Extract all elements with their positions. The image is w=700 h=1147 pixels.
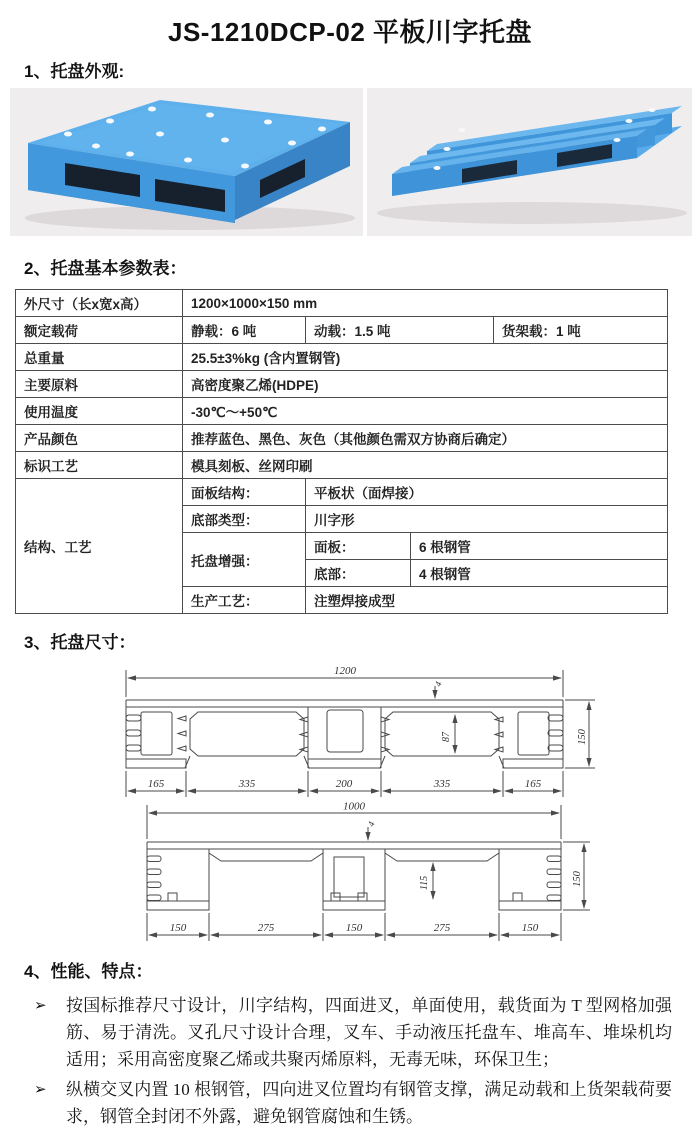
section-heading-features: 4、性能、特点： [24,962,153,981]
table-row [16,344,668,371]
outer-size-label: 外尺寸（长x宽x高） [16,290,183,317]
color-value: 推荐蓝色、黑色、灰色（其他颜色需双方协商后确定） [183,425,668,452]
total-weight-label: 总重量 [16,344,183,371]
dim-front-b1: 335 [238,778,256,790]
features-list [34,992,672,1130]
dim-side-b0: 150 [169,922,187,934]
arrow-bullet-icon: ➢ [34,998,47,1014]
section-heading-appearance: 1、托盘外观: [24,62,125,81]
feature-text: 纵横交叉内置 10 根钢管，四向进叉位置均有钢管支撑，满足动载和上货架载荷要求，钢管全封闭不外露，避免钢管腐蚀和生锈。 [66,1079,672,1126]
dim-side-deck: 4 [365,820,377,828]
rated-load-static: 静载：6 吨 [183,317,306,344]
drawing-side-view [128,801,700,953]
dim-front-deck: 4 [432,680,444,688]
dim-side-b4: 150 [521,922,539,934]
front-view-graphic [95,661,605,801]
pallet-bottom-view-graphic [367,88,692,236]
process-value: 注塑焊接成型 [306,587,668,614]
list-item [34,1076,672,1130]
outer-size-value: 1200×1000×150 mm [183,290,668,317]
reinforcement-panel-value: 6 根钢管 [411,533,668,560]
color-label: 产品颜色 [16,425,183,452]
arrow-bullet-icon: ➢ [34,1081,47,1098]
material-label: 主要原料 [16,371,183,398]
rated-load-rack: 货架载：1 吨 [494,317,668,344]
dim-front-b3: 335 [433,778,451,790]
marking-value: 模具刻板、丝网印刷 [183,452,668,479]
dim-side-b1: 275 [257,922,275,934]
dim-side-b3: 275 [433,922,451,934]
dim-front-b2: 200 [335,778,353,790]
reinforcement-bottom-value: 4 根钢管 [411,560,668,587]
reinforcement-label: 托盘增强： [183,533,306,587]
reinforcement-bottom-label: 底部： [306,560,411,587]
reinforcement-panel-label: 面板： [306,533,411,560]
bottom-type-value: 川字形 [306,506,668,533]
pallet-photos [10,88,692,236]
dim-side-opening: 115 [419,875,430,891]
section-heading-dimensions: 3、托盘尺寸： [24,633,136,652]
table-row [16,398,668,425]
list-item [34,992,672,1074]
drawing-front-view [95,661,700,801]
dim-front-b0: 165 [147,778,165,790]
process-label: 生产工艺： [183,587,306,614]
dim-front-overall: 1200 [334,665,356,677]
dim-front-b4: 165 [524,778,542,790]
page-title: JS-1210DCP-02 平板川字托盘 [168,17,532,47]
panel-structure-label: 面板结构： [183,479,306,506]
panel-structure-value: 平板状（面焊接） [306,479,668,506]
dim-side-overall: 1000 [343,801,365,813]
pallet-photo-top-view [10,88,363,236]
bottom-type-label: 底部类型： [183,506,306,533]
marking-label: 标识工艺 [16,452,183,479]
spec-table [15,289,668,614]
dim-side-height: 150 [572,871,583,887]
dim-front-height: 150 [577,729,588,745]
rated-load-label: 额定载荷 [16,317,183,344]
section-heading-parameters: 2、托盘基本参数表： [24,259,187,278]
pallet-photo-bottom-view [367,88,692,236]
dim-side-b2: 150 [345,922,363,934]
table-row [16,479,668,506]
side-view-graphic [128,801,598,953]
table-row [16,425,668,452]
pallet-top-view-graphic [10,88,363,236]
temperature-value: -30℃～+50℃ [183,398,668,425]
table-row [16,452,668,479]
material-value: 高密度聚乙烯(HDPE) [183,371,668,398]
datasheet-page [0,12,700,1147]
rated-load-dynamic: 动载：1.5 吨 [306,317,494,344]
total-weight-value: 25.5±3%kg (含内置钢管) [183,344,668,371]
table-row [16,290,668,317]
table-row [16,317,668,344]
dim-front-opening: 87 [441,732,452,742]
table-row [16,371,668,398]
structure-label: 结构、工艺 [16,479,183,614]
feature-text: 按国标推荐尺寸设计，川字结构，四面进叉，单面使用，载货面为 T 型网格加强筋、易于清洗。叉孔尺寸设计合理，叉车、手动液压托盘车、堆高车、堆垛机均适用；采用高密度聚乙烯或共聚丙烯原料，无毒无味，环保卫生； [66,996,672,1070]
temperature-label: 使用温度 [16,398,183,425]
